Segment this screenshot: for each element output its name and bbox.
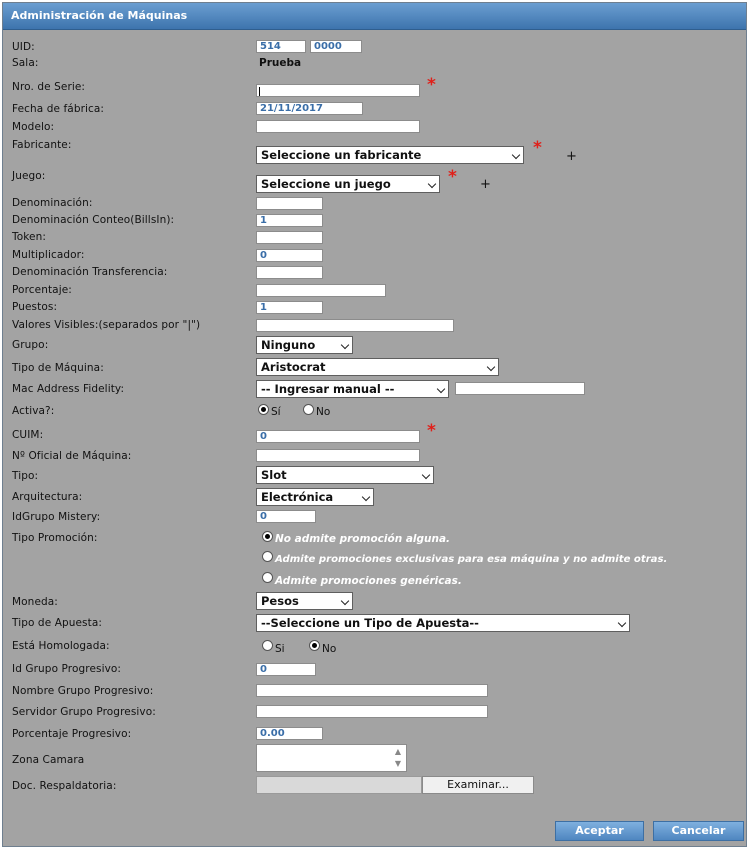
- promocion-option-2-radio[interactable]: [262, 551, 273, 562]
- fecha-label: Fecha de fábrica:: [12, 103, 105, 115]
- homologada-no-radio[interactable]: [309, 640, 320, 651]
- oficial-label: Nº Oficial de Máquina:: [12, 450, 132, 462]
- puestos-label: Puestos:: [12, 301, 58, 313]
- promocion-option-3-label: Admite promociones genéricas.: [275, 575, 462, 587]
- serie-label: Nro. de Serie:: [12, 81, 86, 93]
- modelo-label: Modelo:: [12, 121, 55, 133]
- homologada-si-radio[interactable]: [262, 640, 273, 651]
- uid-input-2[interactable]: 0000: [310, 40, 362, 53]
- juego-label: Juego:: [12, 170, 46, 182]
- activa-no-radio[interactable]: [303, 404, 314, 415]
- transferencia-label: Denominación Transferencia:: [12, 266, 168, 278]
- tipo-maquina-select[interactable]: [256, 358, 499, 376]
- porcentaje-progresivo-input[interactable]: 0.00: [256, 727, 323, 740]
- token-label: Token:: [12, 231, 47, 243]
- activa-label: Activa?:: [12, 405, 55, 417]
- sala-value: Prueba: [259, 57, 302, 69]
- add-fabricante-icon[interactable]: +: [566, 149, 577, 164]
- tipo-selected: Slot: [261, 468, 287, 482]
- arquitectura-selected: Electrónica: [261, 490, 334, 504]
- homologada-no-label: No: [322, 643, 337, 655]
- required-mark: *: [427, 75, 436, 95]
- fecha-input[interactable]: 21/11/2017: [256, 102, 363, 115]
- fabricante-label: Fabricante:: [12, 139, 72, 151]
- chevron-down-icon: [341, 341, 349, 349]
- transferencia-input[interactable]: [256, 266, 323, 279]
- mac-select[interactable]: [256, 380, 449, 398]
- mistery-label: IdGrupo Mistery:: [12, 511, 101, 523]
- denominacion-label: Denominación:: [12, 197, 93, 209]
- homologada-label: Está Homologada:: [12, 640, 110, 652]
- token-input[interactable]: [256, 231, 323, 244]
- cuim-label: CUIM:: [12, 429, 44, 441]
- activa-si-radio[interactable]: [258, 404, 269, 415]
- activa-si-label: Sí: [271, 406, 281, 418]
- promocion-option-1-radio[interactable]: [262, 531, 273, 542]
- chevron-down-icon: [362, 493, 370, 501]
- nombre-progresivo-label: Nombre Grupo Progresivo:: [12, 685, 154, 697]
- uid-input-1[interactable]: 514: [256, 40, 306, 53]
- tipo-maquina-selected: Aristocrat: [261, 360, 326, 374]
- moneda-label: Moneda:: [12, 596, 58, 608]
- nombre-progresivo-input[interactable]: [256, 684, 488, 697]
- chevron-down-icon: [437, 385, 445, 393]
- juego-selected: Seleccione un juego: [261, 177, 391, 191]
- required-mark: *: [448, 167, 457, 187]
- multiplicador-label: Multiplicador:: [12, 249, 85, 261]
- file-path-box[interactable]: [256, 776, 422, 794]
- id-progresivo-input[interactable]: 0: [256, 663, 316, 676]
- tipo-maquina-label: Tipo de Máquina:: [12, 362, 104, 374]
- sala-label: Sala:: [12, 57, 39, 69]
- servidor-progresivo-input[interactable]: [256, 705, 488, 718]
- cuim-input[interactable]: 0: [256, 430, 420, 443]
- porcentaje-label: Porcentaje:: [12, 284, 72, 296]
- chevron-down-icon: [487, 363, 495, 371]
- chevron-down-icon: [512, 151, 520, 159]
- doc-label: Doc. Respaldatoria:: [12, 780, 117, 792]
- add-juego-icon[interactable]: +: [480, 177, 491, 192]
- required-mark: *: [427, 421, 436, 441]
- mac-selected: -- Ingresar manual --: [261, 382, 395, 396]
- porcentaje-progresivo-label: Porcentaje Progresivo:: [12, 728, 132, 740]
- chevron-down-icon: [341, 597, 349, 605]
- conteo-input[interactable]: 1: [256, 214, 323, 227]
- uid-label: UID:: [12, 41, 35, 53]
- mac-input[interactable]: [455, 382, 585, 395]
- arquitectura-label: Arquitectura:: [12, 491, 83, 503]
- grupo-label: Grupo:: [12, 339, 49, 351]
- promocion-option-2-label: Admite promociones exclusivas para esa máquina y no admite otras.: [275, 554, 668, 565]
- denominacion-input[interactable]: [256, 197, 323, 210]
- fabricante-selected: Seleccione un fabricante: [261, 148, 422, 162]
- puestos-input[interactable]: 1: [256, 301, 323, 314]
- spin-up-icon[interactable]: ▲: [394, 747, 402, 756]
- machine-admin-window: [2, 2, 747, 847]
- zona-camara-label: Zona Camara: [12, 754, 85, 766]
- promocion-option-1-label: No admite promoción alguna.: [275, 533, 451, 545]
- tipo-select[interactable]: [256, 466, 434, 484]
- arquitectura-select[interactable]: [256, 488, 374, 506]
- grupo-selected: Ninguno: [261, 338, 316, 352]
- zona-camara-textarea[interactable]: [256, 744, 407, 772]
- mistery-input[interactable]: 0: [256, 510, 316, 523]
- promocion-option-3-radio[interactable]: [262, 572, 273, 583]
- juego-select[interactable]: [256, 175, 440, 193]
- chevron-down-icon: [618, 619, 626, 627]
- moneda-select[interactable]: [256, 592, 353, 610]
- mac-label: Mac Address Fidelity:: [12, 383, 125, 395]
- required-mark: *: [533, 138, 542, 158]
- text-cursor: [259, 87, 260, 96]
- valores-visibles-input[interactable]: [256, 319, 454, 332]
- grupo-select[interactable]: [256, 336, 353, 354]
- id-progresivo-label: Id Grupo Progresivo:: [12, 663, 122, 675]
- accept-button[interactable]: Aceptar: [555, 821, 644, 841]
- window-title: Administración de Máquinas: [11, 9, 188, 22]
- oficial-input[interactable]: [256, 449, 420, 462]
- serie-input[interactable]: [256, 84, 420, 97]
- conteo-label: Denominación Conteo(BillsIn):: [12, 214, 175, 226]
- tipo-label: Tipo:: [12, 470, 39, 482]
- apuesta-select[interactable]: [256, 614, 630, 632]
- chevron-down-icon: [422, 471, 430, 479]
- multiplicador-input[interactable]: 0: [256, 249, 323, 262]
- apuesta-label: Tipo de Apuesta:: [12, 617, 103, 629]
- activa-no-label: No: [316, 406, 331, 418]
- fabricante-select[interactable]: [256, 146, 524, 164]
- porcentaje-input[interactable]: [256, 284, 386, 297]
- servidor-progresivo-label: Servidor Grupo Progresivo:: [12, 706, 156, 718]
- promocion-label: Tipo Promoción:: [12, 532, 98, 544]
- homologada-si-label: Si: [275, 643, 285, 655]
- moneda-selected: Pesos: [261, 594, 299, 608]
- browse-button[interactable]: Examinar...: [422, 776, 534, 794]
- spin-down-icon[interactable]: ▼: [394, 759, 402, 768]
- valores-visibles-label: Valores Visibles:(separados por "|"): [12, 319, 201, 331]
- cancel-button[interactable]: Cancelar: [653, 821, 744, 841]
- modelo-input[interactable]: [256, 120, 420, 133]
- title-bar: [3, 3, 746, 30]
- chevron-down-icon: [428, 180, 436, 188]
- apuesta-selected: --Seleccione un Tipo de Apuesta--: [261, 616, 479, 630]
